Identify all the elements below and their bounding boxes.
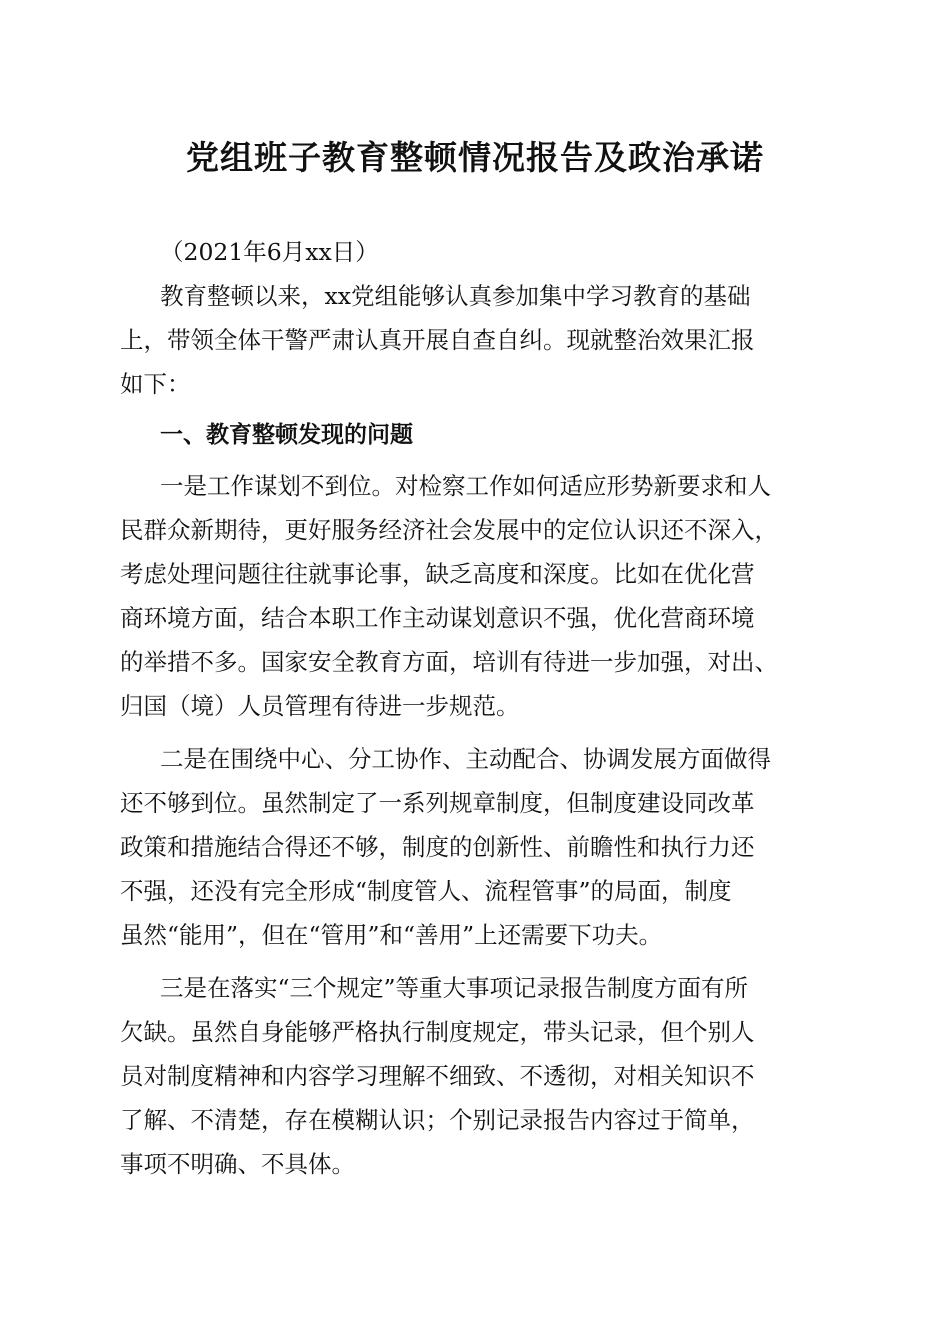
document-date: （2021年6月xx日） — [160, 238, 379, 266]
paragraph-line: 欠缺。虽然自身能够严格执行制度规定，带头记录，但个别人 — [120, 1018, 755, 1046]
paragraph-line: 归国（境）人员管理有待进一步规范。 — [120, 692, 520, 720]
paragraph-line: 三是在落实“三个规定”等重大事项记录报告制度方面有所 — [160, 974, 749, 1002]
paragraph-line: 民群众新期待，更好服务经济社会发展中的定位认识还不深入， — [120, 516, 778, 544]
problem-paragraph-3 — [120, 966, 835, 1186]
paragraph-line: 还不够到位。虽然制定了一系列规章制度，但制度建设同改革 — [120, 789, 755, 817]
section-heading: 一、教育整顿发现的问题 — [160, 422, 413, 448]
paragraph-line: 了解、不清楚，存在模糊认识；个别记录报告内容过于简单， — [120, 1106, 755, 1134]
document-title: 党组班子教育整顿情况报告及政治承诺 — [186, 138, 764, 177]
paragraph-line: 的举措不多。国家安全教育方面，培训有待进一步加强，对出、 — [120, 648, 778, 676]
paragraph-line: 不强，还没有完全形成“制度管人、流程管事”的局面，制度 — [120, 877, 732, 905]
paragraph-line: 考虑处理问题往往就事论事，缺乏高度和深度。比如在优化营 — [120, 560, 755, 588]
problem-paragraph-2 — [120, 737, 835, 957]
problem-paragraph-1 — [120, 464, 835, 728]
paragraph-line: 二是在围绕中心、分工协作、主动配合、协调发展方面做得 — [160, 745, 771, 773]
paragraph-line: 事项不明确、不具体。 — [120, 1150, 355, 1178]
paragraph-line: 虽然“能用”，但在“管用”和“善用”上还需要下功夫。 — [120, 921, 663, 949]
intro-line: 教育整顿以来，xx党组能够认真参加集中学习教育的基础 — [160, 282, 751, 310]
paragraph-line: 商环境方面，结合本职工作主动谋划意识不强，优化营商环境 — [120, 604, 755, 632]
intro-paragraph — [120, 274, 835, 406]
paragraph-line: 政策和措施结合得还不够，制度的创新性、前瞻性和执行力还 — [120, 833, 755, 861]
intro-line: 如下： — [120, 370, 191, 398]
intro-line: 上，带领全体干警严肃认真开展自查自纠。现就整治效果汇报 — [120, 326, 755, 354]
paragraph-line: 一是工作谋划不到位。对检察工作如何适应形势新要求和人 — [160, 472, 771, 500]
document-body — [120, 230, 835, 1186]
paragraph-line: 员对制度精神和内容学习理解不细致、不透彻，对相关知识不 — [120, 1062, 755, 1090]
